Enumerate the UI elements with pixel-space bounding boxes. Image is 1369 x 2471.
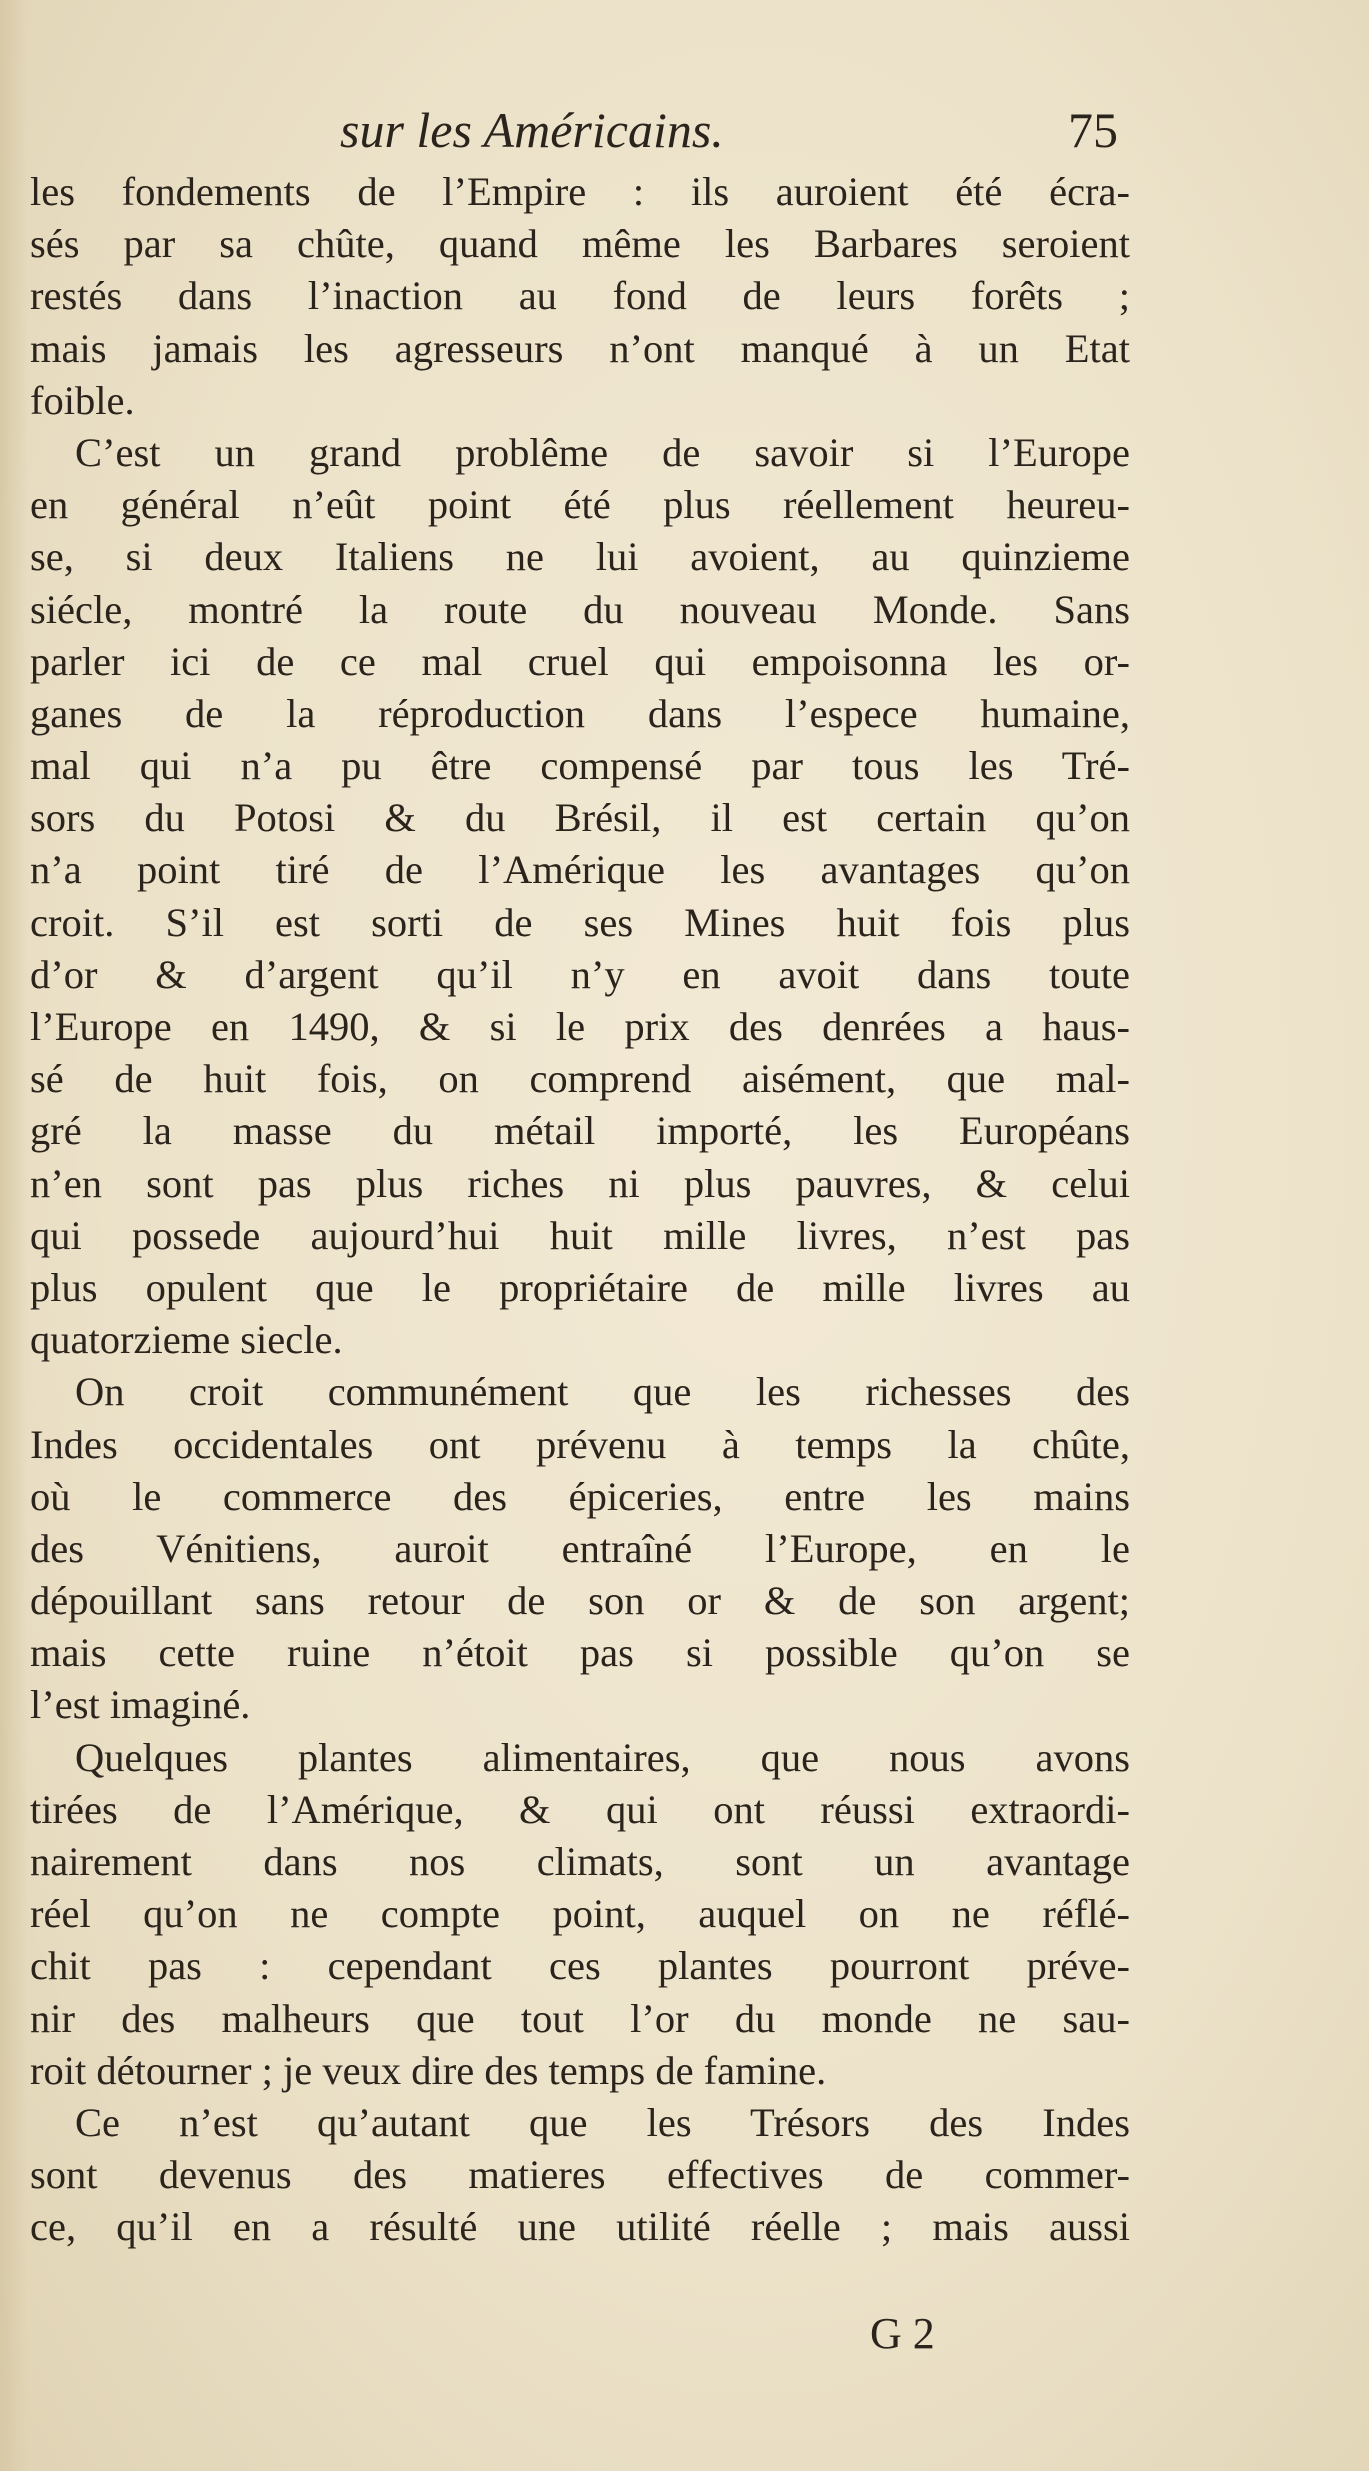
text-line: quatorzieme siecle. [30, 1317, 343, 1363]
text-line: réel qu’on ne compte point, auquel on ne réflé- [30, 1891, 1130, 1937]
text-line: C’est un grand problême de savoir si l’Europe [75, 429, 1130, 475]
text-line: Ce n’est qu’autant que les Trésors des Indes [75, 2099, 1130, 2145]
text-line: sors du Potosi & du Brésil, il est certain qu’on [30, 795, 1130, 841]
text-line: ganes de la réproduction dans l’espece humaine, [30, 690, 1130, 736]
text-line: les fondements de l’Empire : ils auroient été écra- [30, 169, 1130, 214]
text-line: siécle, montré la route du nouveau Monde. Sans [30, 586, 1130, 632]
text-line: croit. S’il est sorti de ses Mines huit fois plus [30, 899, 1130, 945]
text-line: On croit communément que les richesses des [75, 1369, 1130, 1415]
text-line: tirées de l’Amérique, & qui ont réussi extraordi- [30, 1786, 1130, 1832]
text-line: n’en sont pas plus riches ni plus pauvres, & celui [30, 1160, 1130, 1206]
running-head-title: sur les Américains. [340, 102, 724, 158]
gutter-shadow [0, 0, 28, 2471]
page-number: 75 [1068, 102, 1118, 158]
text-line: Quelques plantes alimentaires, que nous avons [75, 1734, 1130, 1780]
text-line: d’or & d’argent qu’il n’y en avoit dans toute [30, 951, 1130, 997]
text-line: foible. [30, 377, 135, 423]
text-line: restés dans l’inaction au fond de leurs forêts ; [30, 273, 1130, 319]
running-head [0, 100, 1369, 160]
text-line: mais jamais les agresseurs n’ont manqué à un Etat [30, 325, 1130, 371]
text-line: l’est imaginé. [30, 1682, 251, 1728]
text-line: chit pas : cependant ces plantes pourront préve- [30, 1943, 1130, 1989]
body-text [30, 166, 1130, 2254]
signature-mark: G 2 [870, 2309, 935, 2358]
text-line: sés par sa chûte, quand même les Barbares seroient [30, 221, 1130, 267]
text-line: où le commerce des épiceries, entre les mains [30, 1473, 1130, 1519]
text-line: sé de huit fois, on comprend aisément, que mal- [30, 1056, 1130, 1102]
text-line: ce, qu’il en a résulté une utilité réelle ; mais aussi [30, 2204, 1130, 2250]
text-line: l’Europe en 1490, & si le prix des denrées a haus- [30, 1004, 1130, 1049]
text-line: nairement dans nos climats, sont un avantage [30, 1839, 1130, 1884]
text-line: n’a point tiré de l’Amérique les avantages qu’on [30, 847, 1130, 893]
text-line: Indes occidentales ont prévenu à temps la chûte, [30, 1421, 1130, 1467]
text-line: mais cette ruine n’étoit pas si possible qu’on se [30, 1630, 1130, 1676]
text-line: plus opulent que le propriétaire de mille livres au [30, 1264, 1130, 1310]
text-line: qui possede aujourd’hui huit mille livres, n’est pas [30, 1212, 1130, 1258]
text-line: en général n’eût point été plus réellement heureu- [30, 482, 1130, 528]
text-line: se, si deux Italiens ne lui avoient, au quinzieme [30, 534, 1130, 580]
text-line: dépouillant sans retour de son or & de son argent; [30, 1578, 1130, 1624]
text-line: des Vénitiens, auroit entraîné l’Europe, en le [30, 1525, 1130, 1571]
text-line: nir des malheurs que tout l’or du monde ne sau- [30, 1995, 1130, 2041]
text-line: sont devenus des matieres effectives de commer- [30, 2152, 1130, 2198]
text-line: parler ici de ce mal cruel qui empoisonna les or- [30, 638, 1130, 684]
text-line: roit détourner ; je veux dire des temps de famine. [30, 2047, 827, 2093]
text-line: gré la masse du métail importé, les Européans [30, 1108, 1130, 1154]
text-line: mal qui n’a pu être compensé par tous les Tré- [30, 743, 1130, 789]
